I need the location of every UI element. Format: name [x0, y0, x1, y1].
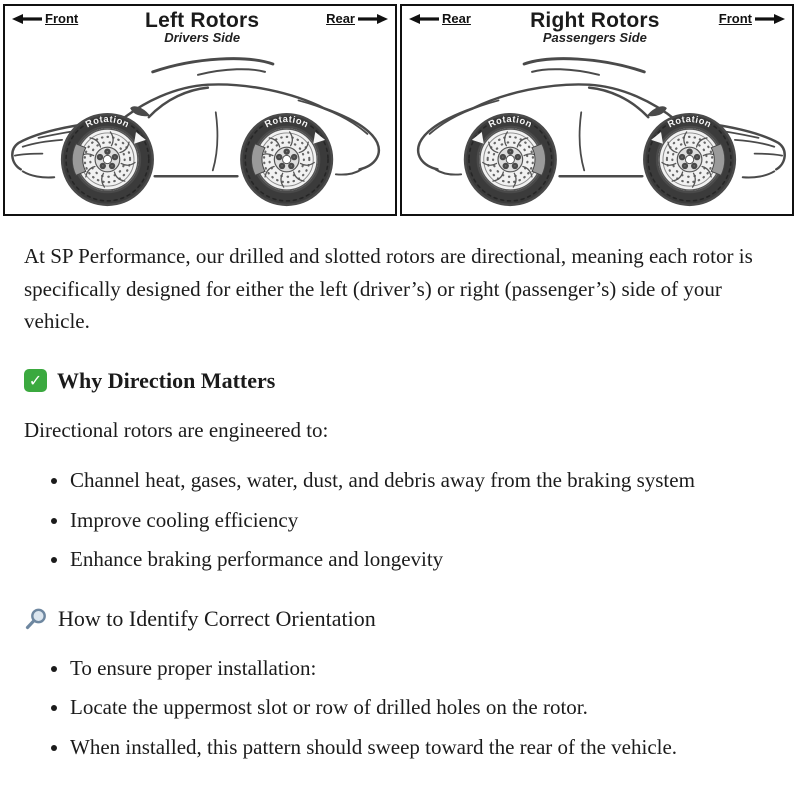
front-direction-label	[12, 9, 78, 26]
rear-direction-label	[409, 9, 471, 26]
check-icon: ✓	[24, 369, 47, 392]
direction-text: Rear	[442, 11, 471, 26]
direction-text: Rear	[326, 11, 355, 26]
bullet-item: • When installed, this pattern should sweep toward the rear of the vehicle.	[70, 731, 776, 764]
car-sketch	[12, 59, 379, 205]
heading-text: How to Identify Correct Orientation	[58, 605, 376, 631]
bullet-item: • Locate the uppermost slot or row of drilled holes on the rotor.	[70, 691, 776, 724]
panel-titles	[145, 10, 259, 45]
rotation-label: Rotation	[263, 114, 311, 130]
rotation-label: Rotation	[486, 114, 535, 130]
bullet-item: • Enhance braking performance and longevity	[70, 543, 776, 576]
rotor-direction-diagram	[0, 0, 800, 216]
rotation-label: Rotation	[665, 114, 714, 130]
bullet-item: • Improve cooling efficiency	[70, 504, 776, 537]
panel-titles	[530, 10, 660, 45]
panel-subtitle: Passengers Side	[542, 30, 647, 46]
rotation-label: Rotation	[83, 114, 132, 130]
heading-text: Why Direction Matters	[57, 367, 276, 393]
right-car-illustration	[402, 44, 792, 214]
orientation-list	[24, 652, 776, 764]
why-direction-list	[24, 464, 776, 576]
bullet-item: • Channel heat, gases, water, dust, and debris away from the braking system	[70, 464, 776, 497]
bullet-item: • To ensure proper installation:	[70, 652, 776, 685]
arrow-left-icon	[409, 14, 439, 24]
rear-direction-label	[326, 9, 388, 26]
car-sketch-mirrored	[418, 59, 785, 205]
orientation-heading	[24, 606, 776, 632]
right-panel-header	[402, 6, 792, 45]
direction-text: Front	[718, 11, 752, 26]
magnifier-icon	[24, 607, 48, 631]
left-rotors-panel	[3, 4, 397, 216]
article	[0, 216, 800, 803]
arrow-left-icon	[12, 14, 42, 24]
panel-title: Right Rotors	[530, 9, 660, 32]
panel-title: Left Rotors	[145, 9, 260, 32]
why-direction-heading	[24, 368, 776, 394]
arrow-right-icon	[755, 14, 785, 24]
panel-subtitle: Drivers Side	[164, 30, 241, 46]
front-direction-label	[719, 9, 785, 26]
direction-text: Front	[45, 11, 79, 26]
intro-paragraph: At SP Performance, our drilled and slotted rotors are directional, meaning each rotor is specifically designed for either the left (driver’s) or right (passenger’s) side of your vehicle.	[24, 244, 753, 334]
engineered-lead: Directional rotors are engineered to:	[24, 417, 329, 442]
right-rotors-panel	[400, 4, 794, 216]
left-panel-header	[5, 6, 395, 45]
arrow-right-icon	[358, 14, 388, 24]
left-car-illustration	[5, 44, 395, 214]
